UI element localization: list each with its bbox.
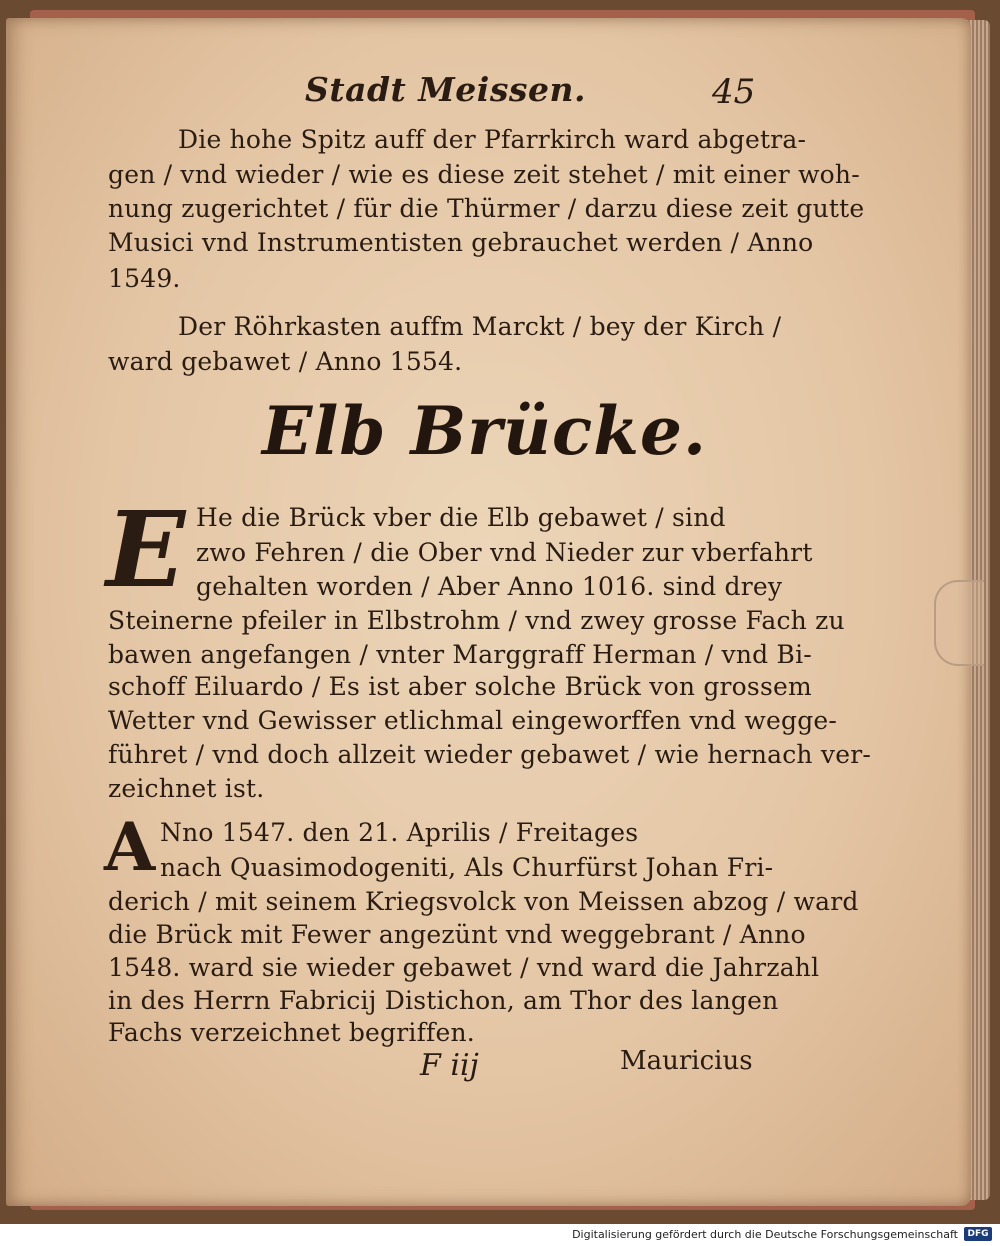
text-line: Der Röhrkasten auffm Marckt / bey der Kirch / [178,312,782,341]
text-line: He die Brück vber die Elb gebawet / sind [196,503,726,532]
text-line: Steinerne pfeiler in Elbstrohm / vnd zwey grosse Fach zu [108,606,845,635]
text-line: Die hohe Spitz auff der Pfarrkirch ward abgetra- [178,125,807,154]
text-line: Nno 1547. den 21. Aprilis / Freitages [160,818,639,847]
page-tab-marker [934,580,984,666]
text-line: in des Herrn Fabricij Distichon, am Thor des langen [108,986,779,1015]
signature-mark: F iij [420,1048,479,1083]
text-line: führet / vnd doch allzeit wieder gebawet / wie hernach ver- [108,740,871,769]
text-line: nung zugerichtet / für die Thürmer / darzu diese zeit gutte [108,194,865,223]
text-line: 1548. ward sie wieder gebawet / vnd ward die Jahrzahl [108,953,820,982]
text-line: zeichnet ist. [108,774,265,803]
folio-number: 45 [712,72,756,112]
text-line: zwo Fehren / die Ober vnd Nieder zur vberfahrt [196,538,813,567]
text-line: Fachs verzeichnet begriffen. [108,1018,475,1047]
text-line: derich / mit seinem Kriegsvolck von Meissen abzog / ward [108,887,859,916]
text-line: gen / vnd wieder / wie es diese zeit stehet / mit einer woh- [108,160,860,189]
text-line: bawen angefangen / vnter Marggraff Herman / vnd Bi- [108,640,812,669]
section-heading: Elb Brücke. [262,392,707,470]
text-line: Musici vnd Instrumentisten gebrauchet werden / Anno [108,228,814,257]
running-head: Stadt Meissen. [305,70,586,109]
text-line: die Brück mit Fewer angezünt vnd weggebrant / Anno [108,920,806,949]
text-line: schoff Eiluardo / Es ist aber solche Brück von grossem [108,672,812,701]
catchword: Mauricius [620,1046,753,1076]
text-line: gehalten worden / Aber Anno 1016. sind drey [196,572,783,601]
funding-credit: Digitalisierung gefördert durch die Deutsche Forschungsgemeinschaft [572,1228,958,1241]
text-line: nach Quasimodogeniti, Als Churfürst Johan Fri- [160,853,774,882]
text-line: ward gebawet / Anno 1554. [108,347,463,376]
text-line: 1549. [108,264,181,293]
text-line: Wetter vnd Gewisser etlichmal eingeworffen vnd wegge- [108,706,838,735]
drop-initial: A [104,808,156,886]
drop-initial: E [106,488,186,611]
dfg-logo-icon: DFG [964,1227,992,1241]
